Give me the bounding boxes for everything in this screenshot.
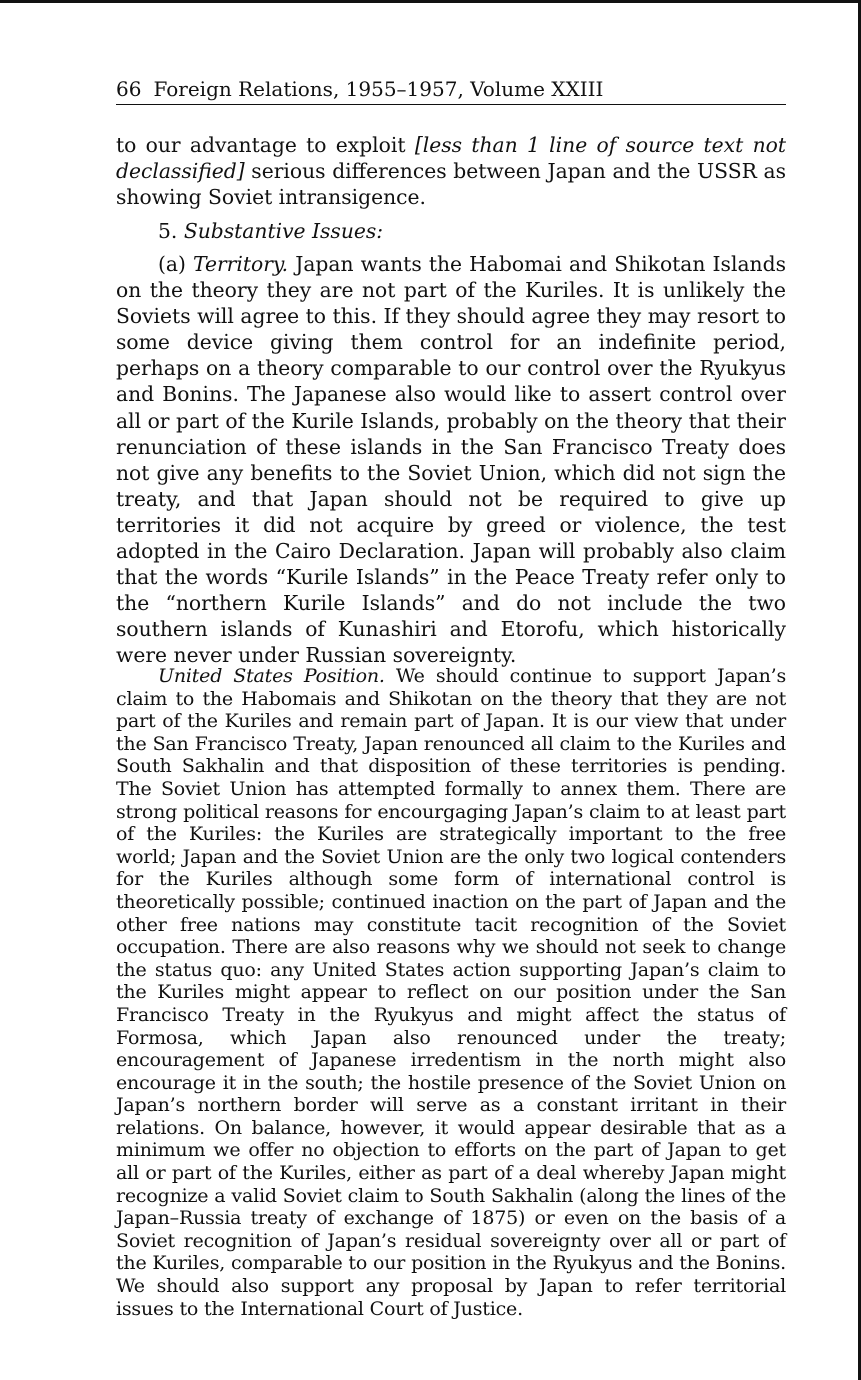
us-position-title: United States Position. [158, 665, 385, 687]
declassification-note: [less than 1 line of source text not declassified] [116, 133, 786, 184]
section-heading [116, 218, 786, 244]
running-title: Foreign Relations, 1955–1957, Volume XXIII [153, 77, 604, 101]
territory-body: Japan wants the Habomai and Shikotan Islands on the theory they are not part of the Kuriles. It is unlikely the Soviets will agree to this. If they should agree they may resort to some device giving them control for an indefinite period, perhaps on a theory comparable to our control over the Ryukyus and Bonins. The Japanese also would like to assert control over all or part of the Kurile Islands, probably on the theory that their renunciation of these islands in the San Francisco Treaty does not give any benefits to the Soviet Union, which did not sign the treaty, and that Japan should not be required to give up territories it did not acquire by greed or violence, the test adopted in the Cairo Declaration. Japan will probably also claim that the words “Kurile Islands” in the Peace Treaty refer only to the “northern Kurile Islands” and do not include the two southern islands of Kunashiri and Etorofu, which historically were never under Russian sovereignty. [116, 252, 786, 668]
page-border-top [0, 0, 861, 3]
us-position-paragraph [116, 665, 786, 1320]
section-number: 5. [158, 219, 178, 243]
us-position-body: We should continue to support Japan’s claim to the Habomais and Shikotan on the theory that they are not part of the Kuriles and remain part of Japan. It is our view that under the San Francisco Treaty, Japan renounced all claim to the Kuriles and South Sakhalin and that disposition of these territories is pending. The Soviet Union has attempted formally to annex them. There are strong political reasons for encourgaging Japan’s claim to at least part of the Kuriles: the Kuriles are strategically important to the free world; Japan and the Soviet Union are the only two logical contenders for the Kuriles although some form of international control is theoretically possible; continued inaction on the part of Japan and the other free nations may constitute tacit recognition of the Soviet occupation. There are also reasons why we should not seek to change the status quo: any United States action supporting Japan’s claim to the Kuriles might appear to reflect on our position under the San Francisco Treaty in the Ryukyus and might affect the status of Formosa, which Japan also renounced under the treaty; encouragement of Japanese irredentism in the north might also encourage it in the south; the hostile presence of the Soviet Union on Japan’s northern border will serve as a constant irritant in their relations. On balance, however, it would appear desirable that as a minimum we offer no objection to efforts on the part of Japan to get all or part of the Kuriles, either as part of a deal whereby Japan might recognize a valid Soviet claim to South Sakhalin (along the lines of the Japan–Russia treaty of exchange of 1875) or even on the basis of a Soviet recognition of Japan’s residual sovereignty over all or part of the Kuriles, comparable to our position in the Ryukyus and the Bonins. We should also support any proposal by Japan to refer territorial issues to the International Court of Justice. [116, 665, 786, 1320]
page-number: 66 [116, 77, 142, 101]
section-title: Substantive Issues: [183, 219, 384, 243]
subsection-label: (a) [158, 252, 186, 276]
territory-paragraph [116, 251, 786, 669]
subsection-title: Territory. [193, 252, 289, 276]
continuation-paragraph [116, 132, 786, 210]
continuation-text-end: serious differences between Japan and the USSR as showing Soviet intransigence. [116, 159, 786, 210]
running-header [116, 74, 786, 105]
continuation-text-start: to our advantage to exploit [116, 133, 415, 157]
